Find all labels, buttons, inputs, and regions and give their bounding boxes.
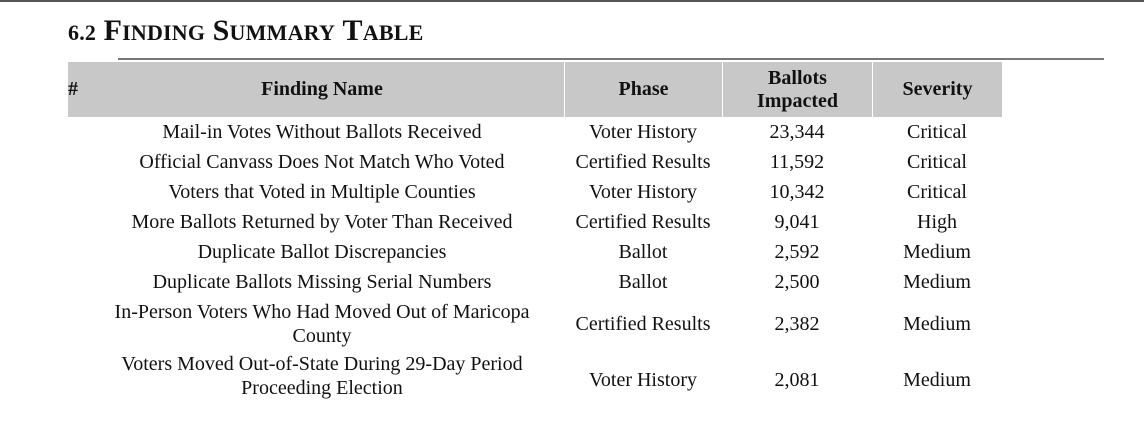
section-heading: 6.2 FINDING SUMMARY TABLE <box>68 14 424 47</box>
table-cell-phase: Voter History <box>589 121 697 143</box>
table-cell-severity: Medium <box>903 241 971 263</box>
table-cell-severity: High <box>917 211 957 233</box>
table-cell-name <box>80 178 564 206</box>
finding-name-line: Official Canvass Does Not Match Who Voted <box>139 151 505 173</box>
table-cell-severity: Critical <box>907 181 967 203</box>
finding-name-line: Voters Moved Out-of-State During 29-Day Period <box>121 353 523 375</box>
header-finding-name: Finding Name <box>80 62 564 117</box>
table-cell-name <box>80 268 564 296</box>
finding-name-line: County <box>292 325 352 347</box>
finding-name-line: Proceeding Election <box>241 377 403 399</box>
table-cell-name <box>80 238 564 266</box>
table-cell-phase: Certified Results <box>575 313 711 335</box>
header-phase: Phase <box>564 62 722 117</box>
table-cell-ballots: 2,592 <box>774 241 820 263</box>
heading-underline <box>118 58 1104 60</box>
table-cell-phase: Certified Results <box>575 151 711 173</box>
table-cell-ballots: 10,342 <box>769 181 825 203</box>
table-cell-ballots: 23,344 <box>769 121 825 143</box>
table-cell-ballots: 2,500 <box>774 271 820 293</box>
table-cell-phase: Voter History <box>589 181 697 203</box>
table-cell-name <box>80 298 564 350</box>
table-cell-ballots: 11,592 <box>769 151 825 173</box>
section-number: 6.2 <box>68 20 97 45</box>
table-cell-severity: Critical <box>907 151 967 173</box>
table-cell-name <box>80 148 564 176</box>
header-ballots-impacted: Ballots Impacted <box>722 62 872 117</box>
table-cell-name <box>80 118 564 146</box>
page-gap <box>0 400 1144 426</box>
table-cell-ballots: 2,382 <box>774 313 820 335</box>
table-cell-severity: Medium <box>903 369 971 391</box>
table-cell-severity: Medium <box>903 313 971 335</box>
table-cell-name <box>80 208 564 236</box>
table-cell-phase: Voter History <box>589 369 697 391</box>
finding-name-line: In-Person Voters Who Had Moved Out of Maricopa <box>114 301 530 323</box>
finding-name-line: Voters that Voted in Multiple Counties <box>168 181 476 203</box>
table-cell-phase: Certified Results <box>575 211 711 233</box>
header-severity: Severity <box>872 62 1002 117</box>
table-cell-ballots: 9,041 <box>774 211 820 233</box>
finding-name-line: More Ballots Returned by Voter Than Received <box>131 211 513 233</box>
table-cell-severity: Critical <box>907 121 967 143</box>
header-index: # <box>68 62 80 117</box>
table-cell-severity: Medium <box>903 271 971 293</box>
table-cell-ballots: 2,081 <box>774 369 820 391</box>
finding-name-line: Duplicate Ballot Discrepancies <box>197 241 447 263</box>
table-cell-phase: Ballot <box>618 241 668 263</box>
finding-name-line: Duplicate Ballots Missing Serial Numbers <box>152 271 492 293</box>
table-cell-phase: Ballot <box>618 271 668 293</box>
table-cell-name <box>80 352 564 400</box>
top-border <box>0 0 1144 2</box>
finding-name-line: Mail-in Votes Without Ballots Received <box>162 121 482 143</box>
